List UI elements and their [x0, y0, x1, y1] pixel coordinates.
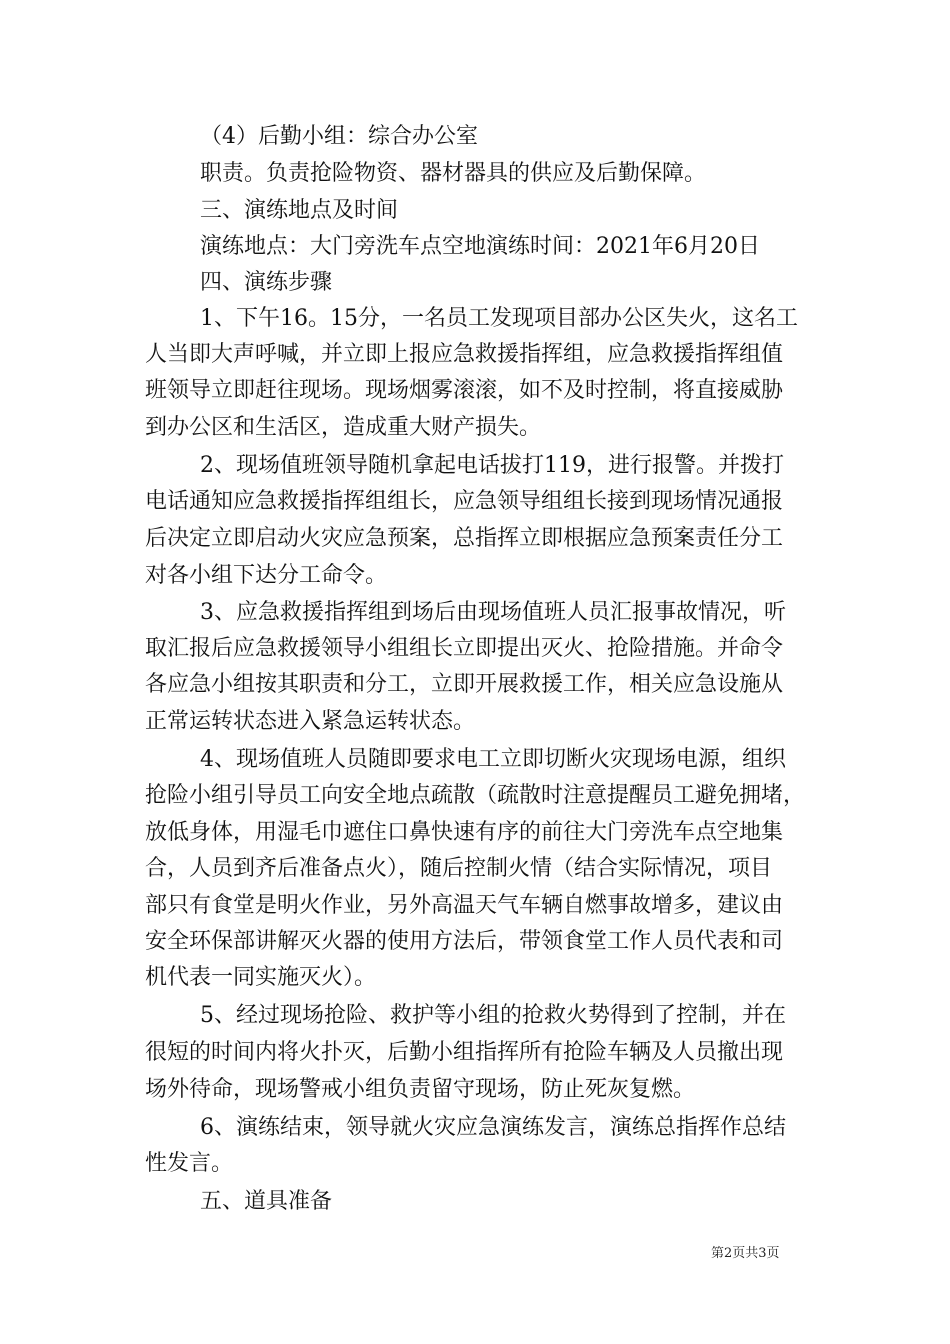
section-heading: 五、道具准备: [200, 1189, 333, 1214]
text-line: 对各小组下达分工命令。: [145, 563, 388, 588]
page-number: 第2页共3页: [711, 1246, 780, 1261]
text-line: 职责。负责抢险物资、器材器具的供应及后勤保障。: [200, 161, 707, 186]
text-line: 3、应急救援指挥组到场后由现场值班人员汇报事故情况，听: [200, 600, 786, 625]
text-line: 2、现场值班领导随机拿起电话拔打119，进行报警。并拨打: [200, 453, 784, 478]
text-line: 放低身体，用湿毛巾遮住口鼻快速有序的前往大门旁洗车点空地集: [145, 820, 784, 845]
text-line: 正常运转状态进入紧急运转状态。: [145, 709, 476, 734]
text-line: 机代表一同实施灭火）。: [145, 965, 377, 990]
text-line: 取汇报后应急救援领导小组组长立即提出灭火、抢险措施。并命令: [145, 636, 784, 661]
section-heading: 四、演练步骤: [200, 270, 333, 295]
text-line: 后决定立即启动火灾应急预案，总指挥立即根据应急预案责任分工: [145, 526, 784, 551]
text-line: 电话通知应急救援指挥组组长，应急领导组组长接到现场情况通报: [145, 489, 784, 514]
text-line: 很短的时间内将火扑灭，后勤小组指挥所有抢险车辆及人员撤出现: [145, 1040, 784, 1065]
text-line: 1、下午16。15分，一名员工发现项目部办公区失火，这名工: [200, 306, 798, 331]
text-line: 场外待命，现场警戒小组负责留守现场，防止死灰复燃。: [145, 1077, 696, 1102]
section-heading: 三、演练地点及时间: [200, 198, 399, 223]
text-line: 到办公区和生活区，造成重大财产损失。: [145, 415, 542, 440]
text-line: 合，人员到齐后准备点火），随后控制火情（结合实际情况，项目: [145, 856, 773, 881]
text-line: 人当即大声呼喊，并立即上报应急救援指挥组，应急救援指挥组值: [145, 342, 784, 367]
text-line: （4）后勤小组：综合办公室: [200, 124, 478, 149]
text-line: 6、演练结束，领导就火灾应急演练发言，演练总指挥作总结: [200, 1115, 786, 1140]
text-line: 5、经过现场抢险、救护等小组的抢救火势得到了控制，并在: [200, 1003, 786, 1028]
text-line: 各应急小组按其职责和分工，立即开展救援工作，相关应急设施从: [145, 672, 784, 697]
text-line: 抢险小组引导员工向安全地点疏散（疏散时注意提醒员工避免拥堵，: [145, 783, 806, 808]
text-line: 演练地点：大门旁洗车点空地演练时间：2021年6月20日: [200, 234, 760, 259]
text-line: 性发言。: [145, 1151, 234, 1176]
text-line: 班领导立即赶往现场。现场烟雾滚滚，如不及时控制，将直接威胁: [145, 378, 784, 403]
text-line: 4、现场值班人员随即要求电工立即切断火灾现场电源，组织: [200, 747, 786, 772]
text-line: 安全环保部讲解灭火器的使用方法后，带领食堂工作人员代表和司: [145, 929, 784, 954]
text-line: 部只有食堂是明火作业，另外高温天气车辆自燃事故增多，建议由: [145, 893, 784, 918]
